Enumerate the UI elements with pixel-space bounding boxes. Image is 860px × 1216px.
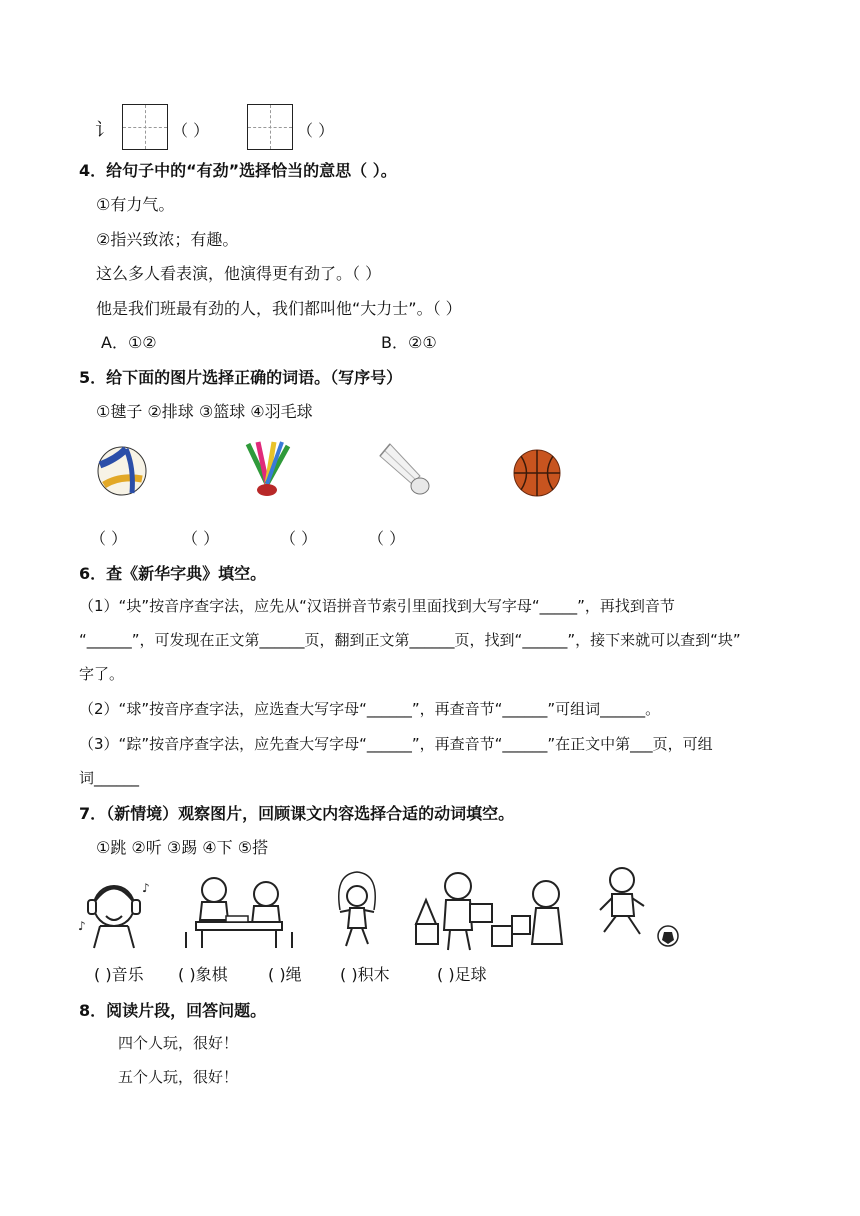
question-5-title: 5．给下面的图片选择正确的词语。（写序号） [79,368,403,387]
children-playing-chess-icon [182,872,298,952]
q6-part-1-line-3: 字了。 [79,665,125,683]
q7-blank-blocks[interactable]: ( )积木 [340,965,390,984]
q6-part-1-line-1: （1）“块”按音序查字法，应先从“汉语拼音节索引里面找到大写字母“_____”，再找到音节 [79,597,675,615]
q6-part-3-line-2: 词______ [79,769,140,787]
q5-blank-2[interactable]: （ ） [182,529,220,548]
q5-blank-3[interactable]: （ ） [280,529,318,548]
question-8-title: 8．阅读片段，回答问题。 [79,1001,267,1020]
q5-word-options: ①毽子 ②排球 ③篮球 ④羽毛球 [96,402,313,421]
q7-blank-music[interactable]: ( )音乐 [94,965,144,984]
radical-label: 讠 [95,120,113,141]
svg-text:♪: ♪ [142,881,150,895]
q8-passage-line-2: 五个人玩，很好！ [118,1068,239,1086]
child-jumping-rope-icon [330,870,384,954]
q5-blank-1[interactable]: （ ） [90,529,128,548]
question-7-title: 7．（新情境）观察图片，回顾课文内容选择合适的动词填空。 [79,804,515,823]
q8-passage-line-1: 四个人玩，很好！ [118,1034,239,1052]
children-building-blocks-icon [412,868,584,954]
q7-blank-rope[interactable]: ( )绳 [268,965,302,984]
writing-grid-box-1[interactable] [122,104,168,150]
answer-paren-1[interactable]: （ ） [172,121,210,140]
q4-meaning-2: ②指兴致浓；有趣。 [96,230,239,249]
shuttlecock-jianzi-icon [238,440,296,500]
q6-part-2: （2）“球”按音序查字法，应选查大写字母“______”，再查音节“______”可组词______。 [79,700,661,718]
q6-part-3-line-1: （3）“踪”按音序查字法，应先查大写字母“______”，再查音节“______”在正文中第___页，可组 [79,735,713,753]
q7-blank-football[interactable]: ( )足球 [437,965,487,984]
question-4-title: 4．给句子中的“有劲”选择恰当的意思（ ）。 [79,161,397,180]
writing-grid-box-2[interactable] [247,104,293,150]
answer-paren-2[interactable]: （ ） [297,121,335,140]
child-listening-music-icon [76,872,156,952]
basketball-icon [512,448,562,498]
q4-choice-a[interactable]: A．①② [101,333,157,352]
child-kicking-football-icon [596,862,682,952]
q4-meaning-1: ①有力气。 [96,195,175,214]
q4-choice-b[interactable]: B．②① [381,333,437,352]
q5-blank-4[interactable]: （ ） [368,529,406,548]
q7-verb-options: ①跳 ②听 ③踢 ④下 ⑤搭 [96,838,269,857]
q4-sentence-1: 这么多人看表演，他演得更有劲了。（ ） [96,264,382,283]
badminton-shuttlecock-icon [376,440,432,498]
q7-blank-chess[interactable]: ( )象棋 [178,965,228,984]
q4-sentence-2: 他是我们班最有劲的人，我们都叫他“大力士”。（ ） [96,299,462,318]
volleyball-icon [96,445,148,497]
question-6-title: 6．查《新华字典》填空。 [79,564,267,583]
q6-part-1-line-2: “______”，可发现在正文第______页，翻到正文第______页，找到“______”，接下来就可以查到“块” [79,631,741,649]
svg-text:♪: ♪ [78,919,86,933]
